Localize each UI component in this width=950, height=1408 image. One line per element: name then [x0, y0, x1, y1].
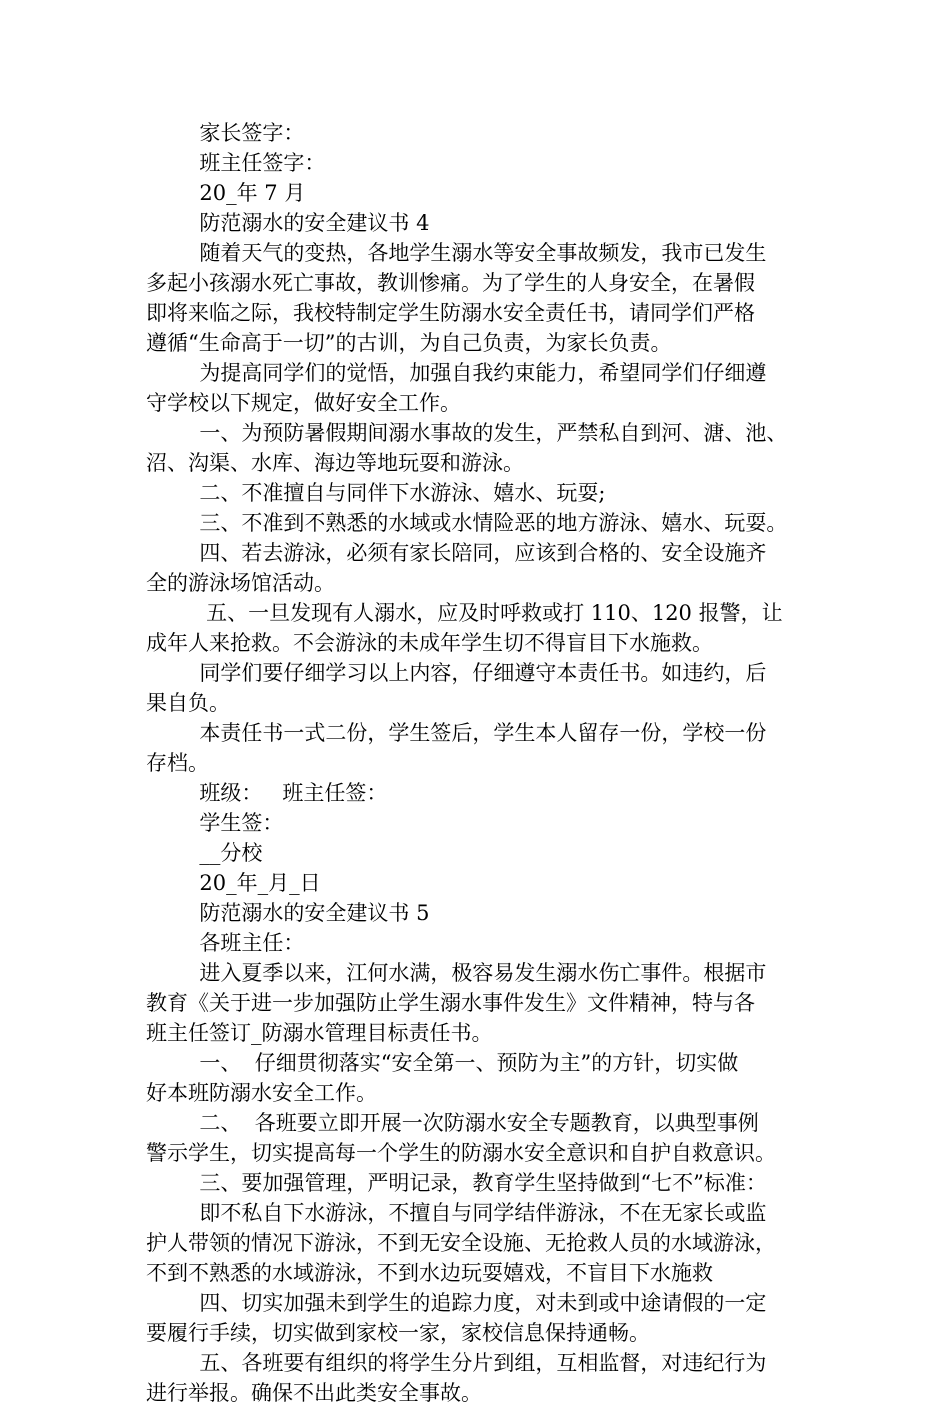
text-line: 随着天气的变热，各地学生溺水等安全事故频发，我市已发生 [146, 241, 767, 265]
text-line: 即将来临之际，我校特制定学生防溺水安全责任书，请同学们严格 [146, 301, 755, 325]
text-line: 一、 仔细贯彻落实“安全第一、预防为主”的方针，切实做 [146, 1051, 739, 1075]
text-line: 护人带领的情况下游泳，不到无安全设施、无抢救人员的水域游泳， [146, 1231, 776, 1255]
text-line: 班主任签字： [146, 151, 326, 175]
text-line: 多起小孩溺水死亡事故，教训惨痛。为了学生的人身安全，在暑假 [146, 271, 755, 295]
text-line: 好本班防溺水安全工作。 [146, 1081, 377, 1105]
text-line: 即不私自下水游泳，不擅自与同学结伴游泳，不在无家长或监 [146, 1201, 767, 1225]
text-line: 20_年_月_日 [146, 871, 321, 895]
text-line: 本责任书一式二份，学生签后，学生本人留存一份，学校一份 [146, 721, 767, 745]
text-line: 全的游泳场馆活动。 [146, 571, 335, 595]
text-line: 二、 各班要立即开展一次防溺水安全专题教育，以典型事例 [146, 1111, 759, 1135]
text-line: 沼、沟渠、水库、海边等地玩耍和游泳。 [146, 451, 524, 475]
text-line: 三、要加强管理，严明记录，教育学生坚持做到“七不”标准： [146, 1171, 767, 1195]
text-line: 不到不熟悉的水域游泳，不到水边玩耍嬉戏，不盲目下水施救 [146, 1261, 713, 1285]
text-line: 遵循“生命高于一切”的古训，为自己负责，为家长负责。 [146, 331, 672, 355]
text-line: __分校 [146, 841, 263, 865]
text-line: 20_年 7 月 [146, 181, 306, 205]
text-line: 班级： 班主任签： [146, 781, 388, 805]
text-line: 三、不准到不熟悉的水域或水情险恶的地方游泳、嬉水、玩耍。 [146, 511, 788, 535]
text-line: 进入夏季以来，江何水满，极容易发生溺水伤亡事件。根据市 [146, 961, 767, 985]
text-line: 守学校以下规定，做好安全工作。 [146, 391, 461, 415]
text-line: 学生签： [146, 811, 284, 835]
text-line: 班主任签订_防溺水管理目标责任书。 [146, 1021, 493, 1045]
text-line: 四、若去游泳，必须有家长陪同，应该到合格的、安全设施齐 [146, 541, 767, 565]
text-line: 教育《关于进一步加强防止学生溺水事件发生》文件精神，特与各 [146, 991, 755, 1015]
text-line: 同学们要仔细学习以上内容，仔细遵守本责任书。如违约，后 [146, 661, 767, 685]
text-line: 四、切实加强未到学生的追踪力度，对未到或中途请假的一定 [146, 1291, 767, 1315]
text-line: 果自负。 [146, 691, 230, 715]
section-heading: 防范溺水的安全建议书 4 [146, 211, 430, 235]
text-line: 要履行手续，切实做到家校一家，家校信息保持通畅。 [146, 1321, 650, 1345]
section-heading: 防范溺水的安全建议书 5 [146, 901, 430, 925]
text-line: 为提高同学们的觉悟，加强自我约束能力，希望同学们仔细遵 [146, 361, 767, 385]
text-line: 五、各班要有组织的将学生分片到组，互相监督，对违纪行为 [146, 1351, 767, 1375]
text-line: 警示学生，切实提高每一个学生的防溺水安全意识和自护自救意识。 [146, 1141, 776, 1165]
text-line: 进行举报。确保不出此类安全事故。 [146, 1381, 482, 1405]
text-line: 成年人来抢救。不会游泳的未成年学生切不得盲目下水施救。 [146, 631, 713, 655]
text-line: 二、不准擅自与同伴下水游泳、嬉水、玩耍; [146, 481, 606, 505]
text-line: 存档。 [146, 751, 209, 775]
document-body [146, 118, 814, 1408]
text-line: 各班主任： [146, 931, 305, 955]
text-line: 一、为预防暑假期间溺水事故的发生，严禁私自到河、溏、池、 [146, 421, 788, 445]
text-line: 五、一旦发现有人溺水，应及时呼救或打 110、120 报警，让 [146, 601, 783, 625]
text-line: 家长签字： [146, 121, 305, 145]
